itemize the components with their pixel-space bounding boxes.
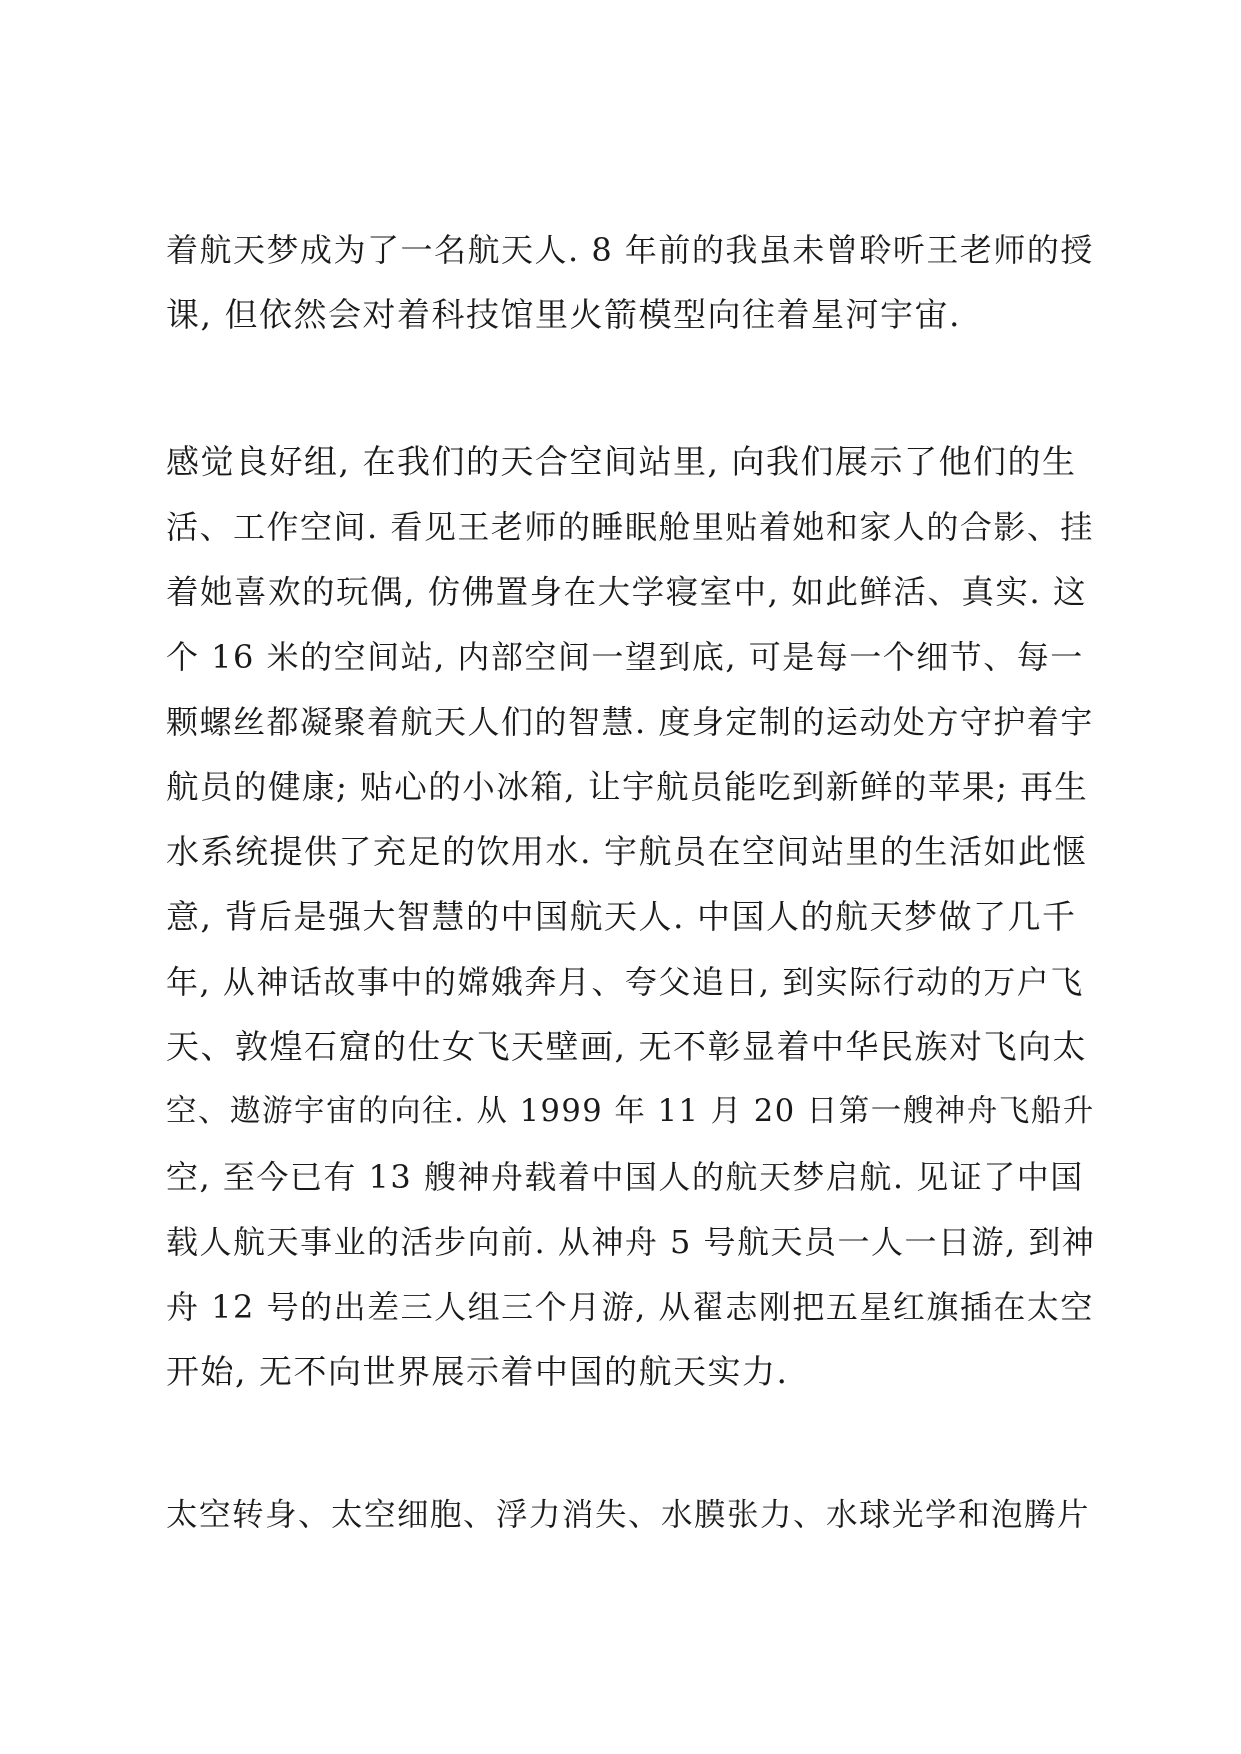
text-line: 水系统提供了充足的饮用水. 宇航员在空间站里的生活如此惬	[166, 832, 1087, 871]
text-line: 空, 至今已有 13 艘神舟载着中国人的航天梦启航. 见证了中国	[166, 1158, 1084, 1196]
text-line: 开始, 无不向世界展示着中国的航天实力.	[166, 1352, 789, 1391]
text-line: 航员的健康; 贴心的小冰箱, 让宇航员能吃到新鲜的苹果; 再生	[166, 768, 1089, 806]
text-line: 着她喜欢的玩偶, 仿佛置身在大学寝室中, 如此鲜活、真实. 这	[166, 573, 1087, 611]
text-line: 舟 12 号的出差三人组三个月游, 从翟志刚把五星红旗插在太空	[166, 1288, 1094, 1326]
text-line: 活、工作空间. 看见王老师的睡眠舱里贴着她和家人的合影、挂	[166, 508, 1094, 546]
text-line: 空、遨游宇宙的向往. 从 1999 年 11 月 20 日第一艘神舟飞船升	[166, 1094, 1095, 1129]
text-line: 颗螺丝都凝聚着航天人们的智慧. 度身定制的运动处方守护着宇	[166, 703, 1094, 741]
text-line: 太空转身、太空细胞、浮力消失、水膜张力、水球光学和泡腾片	[166, 1497, 1091, 1533]
text-line: 着航天梦成为了一名航天人. 8 年前的我虽未曾聆听王老师的授	[166, 231, 1094, 269]
text-line: 天、敦煌石窟的仕女飞天壁画, 无不彰显着中华民族对飞向太	[166, 1027, 1087, 1066]
text-line: 课, 但依然会对着科技馆里火箭模型向往着星河宇宙.	[166, 295, 961, 334]
text-line: 个 16 米的空间站, 内部空间一望到底, 可是每一个细节、每一	[166, 638, 1084, 676]
text-line: 感觉良好组, 在我们的天合空间站里, 向我们展示了他们的生	[166, 442, 1077, 481]
text-line: 年, 从神话故事中的嫦娥奔月、夸父追日, 到实际行动的万户飞	[166, 963, 1084, 1001]
text-line: 载人航天事业的活步向前. 从神舟 5 号航天员一人一日游, 到神	[166, 1223, 1096, 1261]
text-line: 意, 背后是强大智慧的中国航天人. 中国人的航天梦做了几千	[166, 897, 1077, 936]
